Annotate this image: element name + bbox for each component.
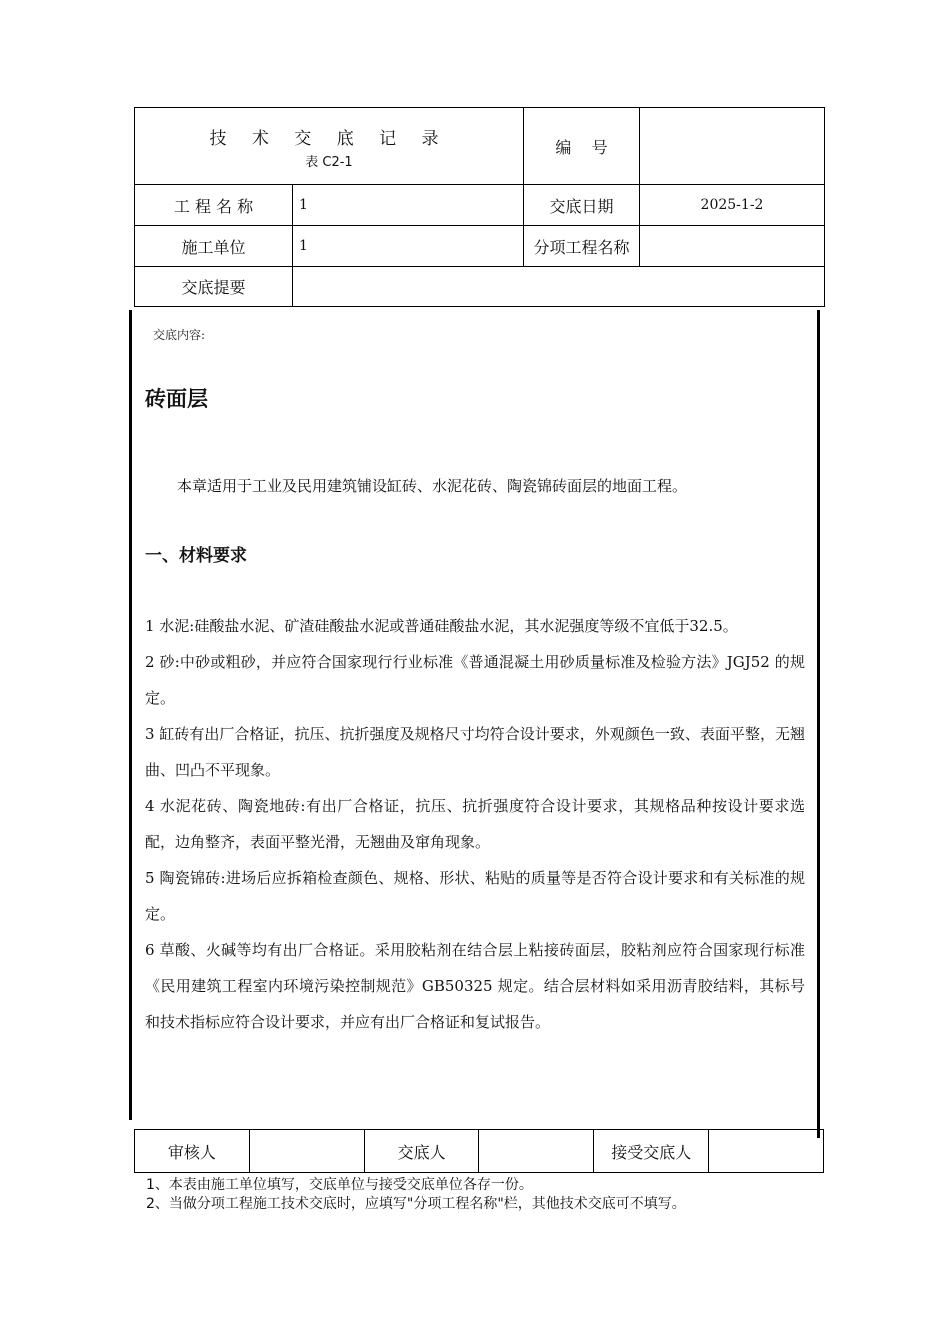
form-title: 技 术 交 底 记 录 (209, 129, 449, 149)
form-title-cell (135, 108, 524, 185)
signature-table (134, 1129, 824, 1173)
material-list (145, 608, 805, 1040)
discloser-field[interactable] (479, 1130, 594, 1173)
receiver-field[interactable] (709, 1130, 824, 1173)
list-item: 5 陶瓷锦砖:进场后应拆箱检查颜色、规格、形状、粘贴的质量等是否符合设计要求和有关标准的规定。 (145, 869, 805, 923)
footnotes (146, 1176, 686, 1214)
construction-unit-label: 施工单位 (135, 226, 293, 267)
subsection-title: 一、材料要求 (145, 546, 247, 566)
reviewer-field[interactable] (249, 1130, 364, 1173)
list-item: 2 砂:中砂或粗砂，并应符合国家现行行业标准《普通混凝土用砂质量标准及检验方法》JGJ52 的规定。 (145, 653, 805, 707)
footnote: 1、本表由施工单位填写，交底单位与接受交底单位各存一份。 (146, 1177, 533, 1193)
number-label: 编 号 (524, 108, 640, 185)
date-field[interactable]: 2025-1-2 (640, 185, 825, 226)
summary-field[interactable] (293, 267, 825, 307)
number-field[interactable] (640, 108, 825, 185)
content-area (145, 312, 805, 1040)
right-border (817, 310, 820, 1138)
left-border (129, 310, 132, 1120)
discloser-label: 交底人 (364, 1130, 479, 1173)
project-name-label: 工 程 名 称 (135, 185, 293, 226)
receiver-label: 接受交底人 (594, 1130, 709, 1173)
list-item: 3 缸砖有出厂合格证，抗压、抗折强度及规格尺寸均符合设计要求，外观颜色一致、表面平整，无翘曲、凹凸不平现象。 (145, 725, 805, 779)
form-number: 表 C2-1 (305, 155, 353, 170)
list-item: 4 水泥花砖、陶瓷地砖:有出厂合格证，抗压、抗折强度符合设计要求，其规格品种按设计要求选配，边角整齐，表面平整光滑，无翘曲及窜角现象。 (145, 797, 805, 851)
construction-unit-field[interactable]: 1 (293, 226, 524, 267)
reviewer-label: 审核人 (135, 1130, 250, 1173)
list-item: 6 草酸、火碱等均有出厂合格证。采用胶粘剂在结合层上粘接砖面层，胶粘剂应符合国家现行标准《民用建筑工程室内环境污染控制规范》GB50325 规定。结合层材料如采用沥青胶结料，其标号和技术指标应符合设计要求，并应有出厂合格证和复试报告。 (145, 941, 805, 1031)
intro-paragraph: 本章适用于工业及民用建筑铺设缸砖、水泥花砖、陶瓷锦砖面层的地面工程。 (177, 477, 688, 495)
list-item: 1 水泥:硅酸盐水泥、矿渣硅酸盐水泥或普通硅酸盐水泥，其水泥强度等级不宜低于32.5。 (145, 617, 738, 635)
subproject-label: 分项工程名称 (524, 226, 640, 267)
header-table (134, 107, 825, 307)
project-name-field[interactable]: 1 (293, 185, 524, 226)
date-label: 交底日期 (524, 185, 640, 226)
section-title: 砖面层 (145, 387, 208, 411)
content-lead: 交底内容: (153, 328, 206, 342)
footnote: 2、当做分项工程施工技术交底时，应填写"分项工程名称"栏，其他技术交底可不填写。 (146, 1196, 686, 1212)
summary-label: 交底提要 (135, 267, 293, 307)
subproject-field[interactable] (640, 226, 825, 267)
